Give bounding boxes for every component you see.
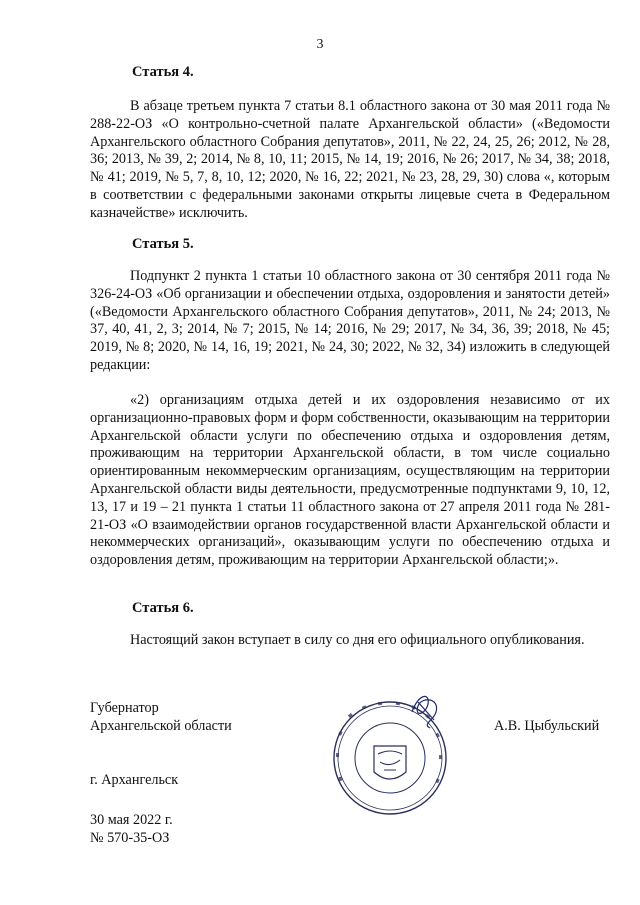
article-5-paragraph-2: «2) организациям отдыха детей и их оздоровления независимо от их организационно-правовых форм и форм собственности, оказывающим на территории Архангельской области услуги по обеспечению отдыха и оздоровления детям, проживающим на территории Архангельской области, в том числе социально ориентированным некоммерческим организациям, осуществляющим на территории Архангельской области виды деятельности, предусмотренные подпунктами 9, 10, 12, 13, 17 и 19 – 21 пункта 1 статьи 11 областного закона от 27 апреля 2011 года № 281-21-ОЗ «О взаимодействии органов государственной власти Архангельской области и некоммерческих организаций», оказывающим услуги по обеспечению отдыха и оздоровления детям, проживающим на территории Архангельской области;». <box>90 392 610 569</box>
article-6-paragraph: Настоящий закон вступает в силу со дня его официального опубликования. <box>130 632 585 648</box>
date-label: 30 мая 2022 г. <box>90 812 173 828</box>
governor-position-line2: Архангельской области <box>90 718 232 734</box>
article-6-title: Статья 6. <box>132 600 194 616</box>
article-5-paragraph-1: Подпункт 2 пункта 1 статьи 10 областного закона от 30 сентября 2011 года № 326-24-ОЗ «Об организации и обеспечении отдыха, оздоровления и занятости детей» («Ведомости Архангельского областного Собрания депутатов», 2011, № 24; 2013, № 37, 40, 41, 2, 3; 2014, № 7; 2015, № 14; 2016, № 29; 2017, № 34, 36, 39; 2018, № 45; 2019, № 8; 2020, № 14, 16, 19; 2021, № 24, 30; 2022, № 32, 34) изложить в следующей редакции: <box>90 268 610 373</box>
official-seal-stamp <box>318 688 458 818</box>
article-4-paragraph: В абзаце третьем пункта 7 статьи 8.1 областного закона от 30 мая 2011 года № 288-22-ОЗ «О контрольно-счетной палате Архангельской области» («Ведомости Архангельского областного Собрания депутатов», 2011, № 22, 24, 25, 26; 2012, № 28, 36; 2013, № 39, 2; 2014, № 8, 10, 11; 2015, № 14, 19; 2016, № 26; 2017, № 34, 38; 2018, № 41; 2019, № 5, 7, 8, 10, 12; 2020, № 16, 22; 2021, № 23, 28, 29, 30) слова «, которым в соответствии с федеральными законами открыты лицевые счета в Федеральном казначействе» исключить. <box>90 98 610 221</box>
city-label: г. Архангельск <box>90 772 179 788</box>
article-5-title: Статья 5. <box>132 236 194 252</box>
page-number: 3 <box>316 37 324 52</box>
governor-name: А.В. Цыбульский <box>494 718 600 734</box>
law-number-label: № 570-35-ОЗ <box>90 830 170 846</box>
governor-position-line1: Губернатор <box>90 700 159 716</box>
article-4-title: Статья 4. <box>132 64 194 80</box>
